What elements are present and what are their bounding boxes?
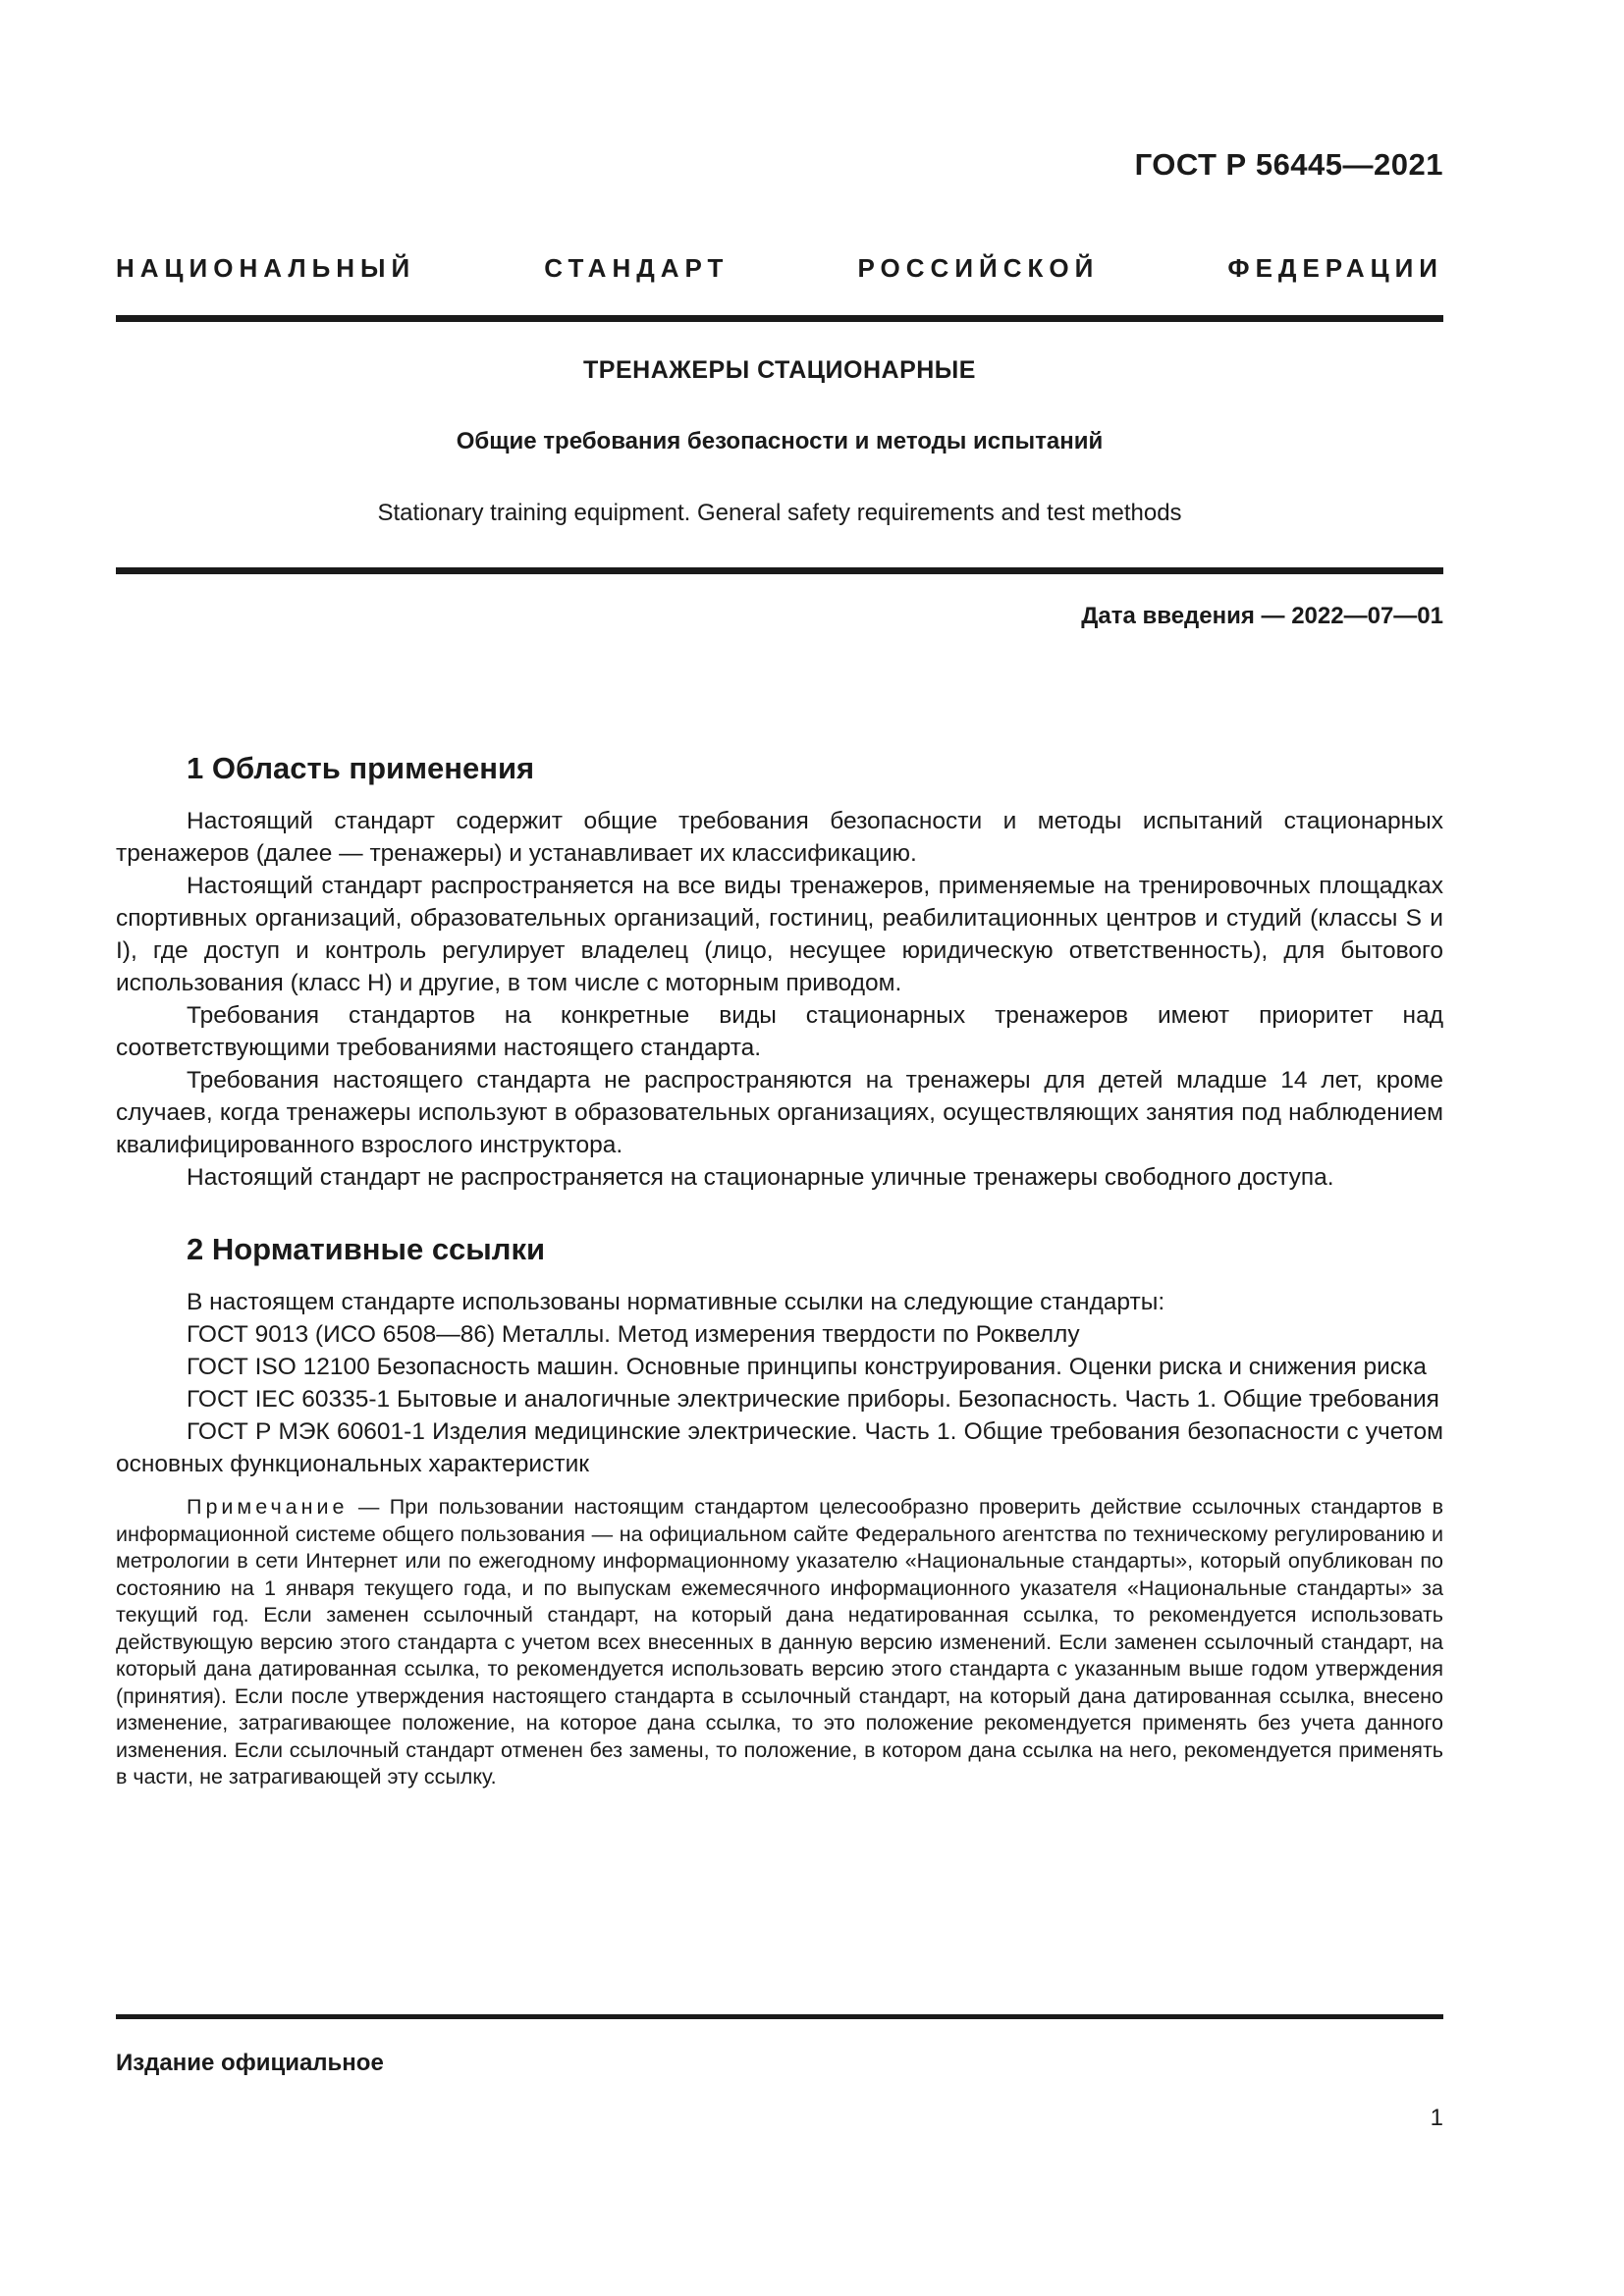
note-text: — При пользовании настоящим стандартом целесообразно проверить действие ссылочных стандартов в информационной системе общего пользования — на официальном сайте Федерального агентства по техническому регулированию и метрологии в сети Интернет или по ежегодному информационному указателю «Национальные стандарты», который опубликован по состоянию на 1 января текущего года, и по выпускам ежемесячного информационного указателя «Национальные стандарты» за текущий год. Если заменен ссылочный стандарт, на который дана недатированная ссылка, то рекомендуется использовать действующую версию этого стандарта с учетом всех внесенных в данную версию изменений. Если заменен ссылочный стандарт, на который дана датированная ссылка, то рекомендуется использовать версию этого стандарта с указанным выше годом утверждения (принятия). Если после утверждения настоящего стандарта в ссылочный стандарт, на который дана датированная ссылка, внесено изменение, затрагивающее положение, на которое дана ссылка, то это положение рекомендуется применять без учета данного изменения. Если ссылочный стандарт отменен без замены, то положение, в котором дана ссылка на него, рекомендуется применять в части, не затрагивающей эту ссылку. <box>116 1495 1443 1789</box>
reference-item: ГОСТ ISO 12100 Безопасность машин. Основные принципы конструирования. Оценки риска и снижения риска <box>187 1354 1427 1380</box>
paragraph: Настоящий стандарт не распространяется на стационарные уличные тренажеры свободного доступа. <box>187 1164 1334 1191</box>
top-divider <box>116 315 1443 322</box>
document-title-english: Stationary training equipment. General safety requirements and test methods <box>377 500 1182 526</box>
paragraph: Требования стандартов на конкретные виды стационарных тренажеров имеют приоритет над соответствующими требованиями настоящего стандарта. <box>116 1002 1443 1061</box>
section-heading-normative-references: 2 Нормативные ссылки <box>187 1232 546 1266</box>
footer-divider <box>116 2014 1443 2019</box>
standard-designation: ГОСТ Р 56445—2021 <box>1134 147 1443 182</box>
paragraph: В настоящем стандарте использованы нормативные ссылки на следующие стандарты: <box>187 1289 1165 1315</box>
document-body <box>116 750 1443 1791</box>
document-subtitle: Общие требования безопасности и методы испытаний <box>456 428 1104 454</box>
reference-item: ГОСТ 9013 (ИСО 6508—86) Металлы. Метод измерения твердости по Роквеллу <box>187 1321 1080 1348</box>
paragraph: Требования настоящего стандарта не распространяются на тренажеры для детей младше 14 лет, кроме случаев, когда тренажеры используют в образовательных организациях, осуществляющих занятия под наблюдением квалифицированного взрослого инструктора. <box>116 1067 1443 1158</box>
title-divider <box>116 567 1443 574</box>
paragraph: Настоящий стандарт содержит общие требования безопасности и методы испытаний стационарных тренажеров (далее — тренажеры) и устанавливает их классификацию. <box>116 808 1443 867</box>
section-heading-scope: 1 Область применения <box>187 751 535 785</box>
national-standard-header: НАЦИОНАЛЬНЫЙ СТАНДАРТ РОССИЙСКОЙ ФЕДЕРАЦИИ <box>116 253 1443 283</box>
note <box>116 1494 1443 1791</box>
official-edition-label: Издание официальное <box>116 2050 384 2076</box>
paragraph: Настоящий стандарт распространяется на все виды тренажеров, применяемые на тренировочных площадках спортивных организаций, образовательных организаций, гостиниц, реабилитационных центров и студий (классы S и I), где доступ и контроль регулирует владелец (лицо, несущее юридическую ответственность), для бытового использования (класс H) и другие, в том числе с моторным приводом. <box>116 873 1443 996</box>
reference-item: ГОСТ Р МЭК 60601-1 Изделия медицинские электрические. Часть 1. Общие требования безопасности с учетом основных функциональных характеристик <box>116 1418 1443 1477</box>
note-label: Примечание <box>187 1495 349 1519</box>
reference-item: ГОСТ IEC 60335-1 Бытовые и аналогичные электрические приборы. Безопасность. Часть 1. Общие требования <box>187 1386 1439 1413</box>
page-number: 1 <box>1430 2105 1443 2131</box>
introduction-date: Дата введения — 2022—07—01 <box>1081 603 1443 629</box>
document-title: ТРЕНАЖЕРЫ СТАЦИОНАРНЫЕ <box>583 356 976 384</box>
